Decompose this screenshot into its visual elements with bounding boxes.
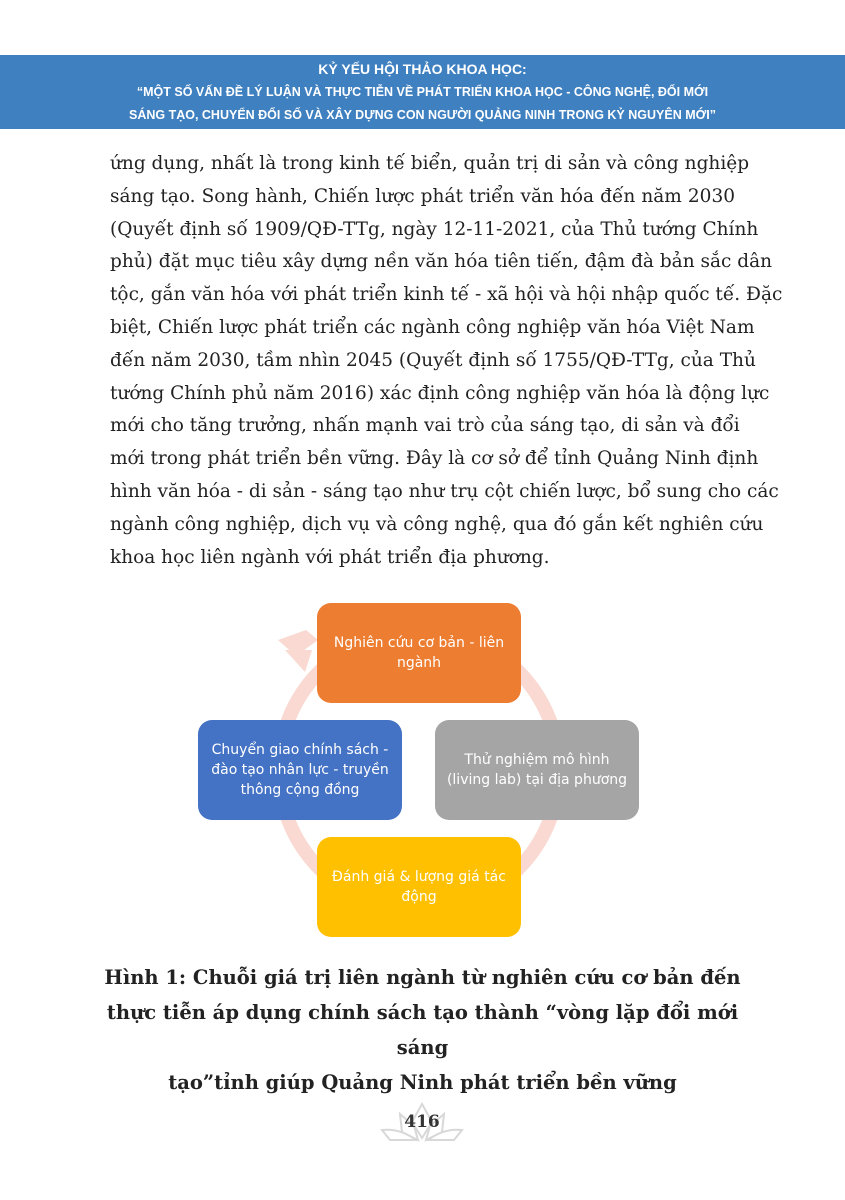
body-line: đến năm 2030, tầm nhìn 2045 (Quyết định số 1755/QĐ-TTg, của Thủ	[110, 349, 756, 371]
box-living-lab: Thử nghiệm mô hình (living lab) tại địa phương	[435, 720, 639, 820]
body-line: (Quyết định số 1909/QĐ-TTg, ngày 12-11-2021, của Thủ tướng Chính	[110, 218, 759, 240]
body-line: tướng Chính phủ năm 2016) xác định công nghiệp văn hóa là động lực	[110, 382, 770, 404]
caption-line: thực tiễn áp dụng chính sách tạo thành “vòng lặp đổi mới sáng	[106, 1001, 739, 1059]
figure-caption	[90, 960, 755, 1100]
header-subtitle-line1: “MỘT SỐ VẤN ĐỀ LÝ LUẬN VÀ THỰC TIỄN VỀ PHÁT TRIỂN KHOA HỌC - CÔNG NGHỆ, ĐỔI MỚI	[136, 85, 709, 99]
body-line: mới cho tăng trưởng, nhấn mạnh vai trò của sáng tạo, di sản và đổi	[110, 415, 740, 437]
box-policy-transfer: Chuyển giao chính sách - đào tạo nhân lực - truyền thông cộng đồng	[198, 720, 402, 820]
body-line: tộc, gắn văn hóa với phát triển kinh tế - xã hội và hội nhập quốc tế. Đặc	[110, 284, 783, 306]
header-title: KỶ YẾU HỘI THẢO KHOA HỌC:	[318, 61, 527, 77]
box-basic-research: Nghiên cứu cơ bản - liên ngành	[317, 603, 521, 703]
body-line: mới trong phát triển bền vững. Đây là cơ sở để tỉnh Quảng Ninh định	[110, 448, 759, 470]
header-subtitle-line2: SÁNG TẠO, CHUYỂN ĐỔI SỐ VÀ XÂY DỰNG CON NGƯỜI QUẢNG NINH TRONG KỶ NGUYÊN MỚI”	[128, 108, 716, 122]
body-line: sáng tạo. Song hành, Chiến lược phát triển văn hóa đến năm 2030	[110, 185, 735, 207]
caption-line: tạo”tỉnh giúp Quảng Ninh phát triển bền vững	[168, 1071, 677, 1094]
body-line: phủ) đặt mục tiêu xây dựng nền văn hóa tiên tiến, đậm đà bản sắc dân	[110, 251, 773, 273]
box-impact-evaluation: Đánh giá & lượng giá tác động	[317, 837, 521, 937]
page-number: 416	[404, 1112, 440, 1132]
body-line: ứng dụng, nhất là trong kinh tế biển, quản trị di sản và công nghiệp	[110, 153, 750, 174]
body-line: hình văn hóa - di sản - sáng tạo như trụ cột chiến lược, bổ sung cho các	[110, 480, 779, 502]
body-line: khoa học liên ngành với phát triển địa phương.	[110, 546, 550, 568]
body-line: biệt, Chiến lược phát triển các ngành công nghiệp văn hóa Việt Nam	[110, 316, 755, 338]
body-line: ngành công nghiệp, dịch vụ và công nghệ, qua đó gắn kết nghiên cứu	[110, 513, 764, 535]
arrow-tip-icon	[278, 630, 318, 656]
caption-line: Hình 1: Chuỗi giá trị liên ngành từ nghiên cứu cơ bản đến	[104, 966, 741, 989]
